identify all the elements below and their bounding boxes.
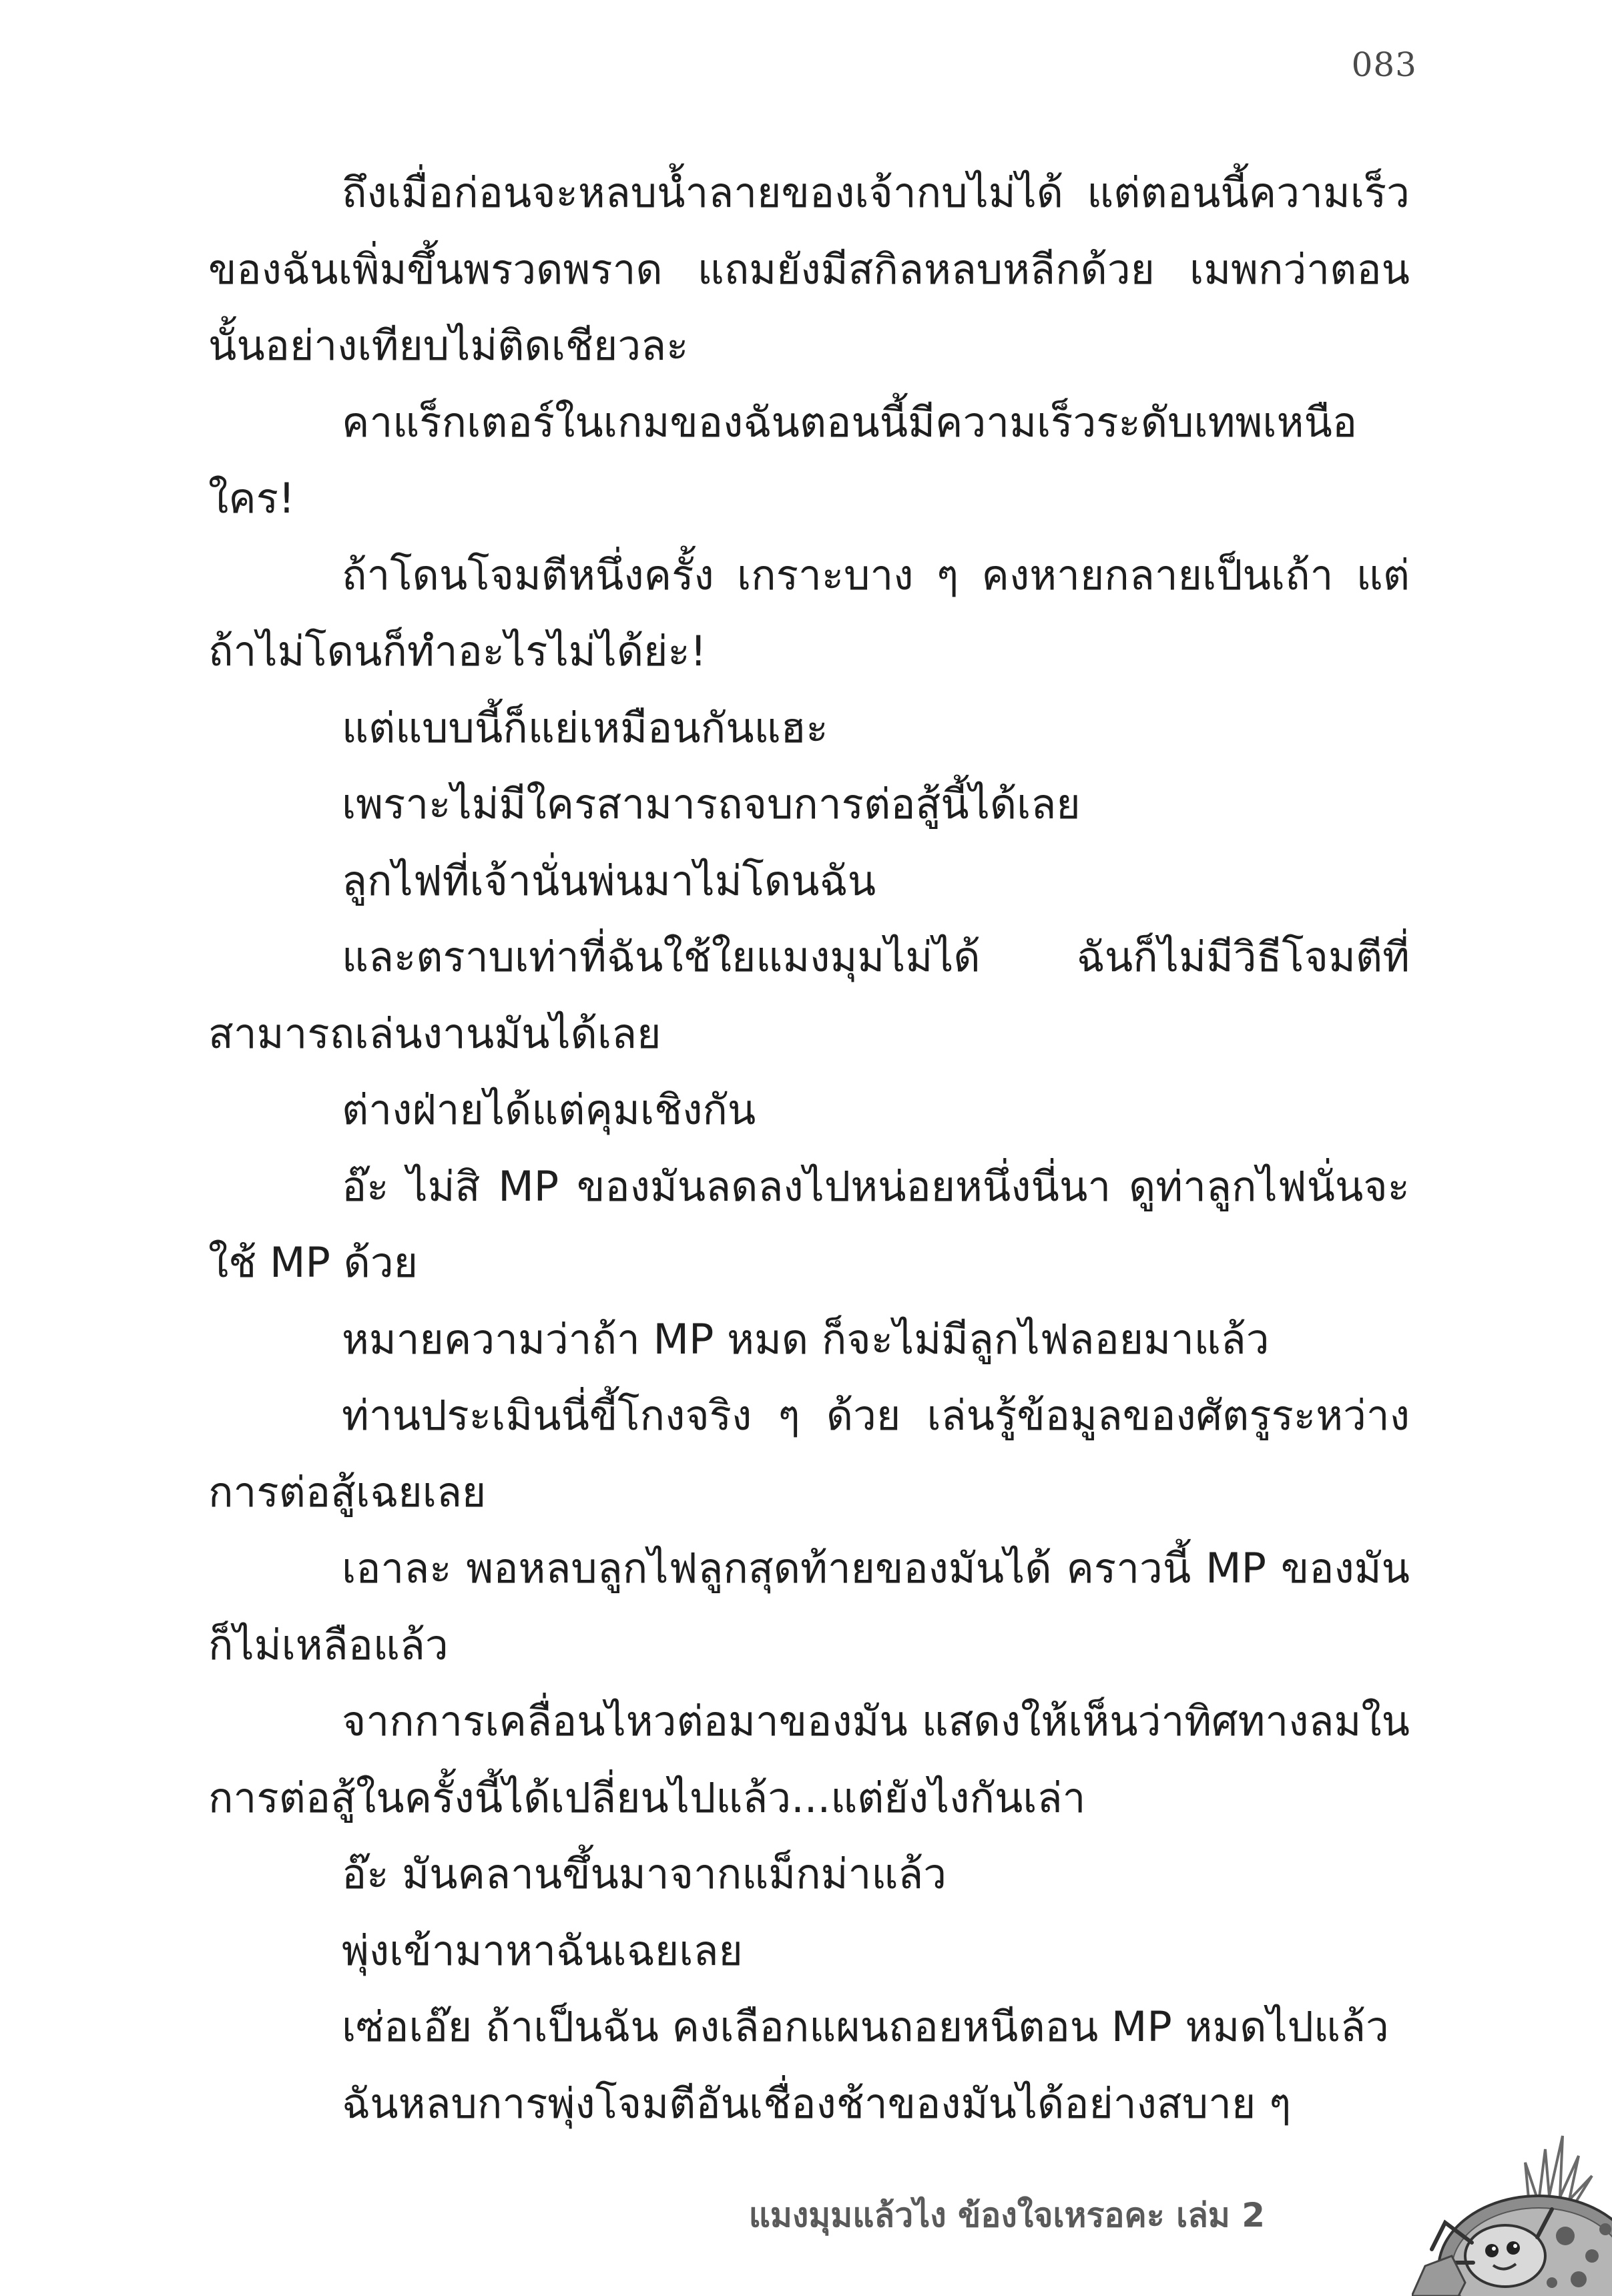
paragraph: จากการเคลื่อนไหวต่อมาของมัน แสดงให้เห็นว่าทิศทางลมในการต่อสู้ในครั้งนี้ได้เปลี่ยนไปแล้ว...แต่ยังไงกันเล่า — [208, 1697, 1410, 1822]
paragraph: หมายความว่าถ้า MP หมด ก็จะไม่มีลูกไฟลอยมาแล้ว — [342, 1314, 1270, 1364]
paragraph: เอาละ พอหลบลูกไฟลูกสุดท้ายของมันได้ คราวนี้ MP ของมันก็ไม่เหลือแล้ว — [208, 1544, 1410, 1669]
paragraph: พุ่งเข้ามาหาฉันเฉยเลย — [342, 1926, 743, 1975]
paragraph: และตราบเท่าที่ฉันใช้ใยแมงมุมไม่ได้ ฉันก็ไม่มีวิธีโจมตีที่สามารถเล่นงานมันได้เลย — [208, 932, 1410, 1058]
spider-mascot-illustration — [1412, 2122, 1612, 2296]
body-text — [208, 155, 1410, 2142]
paragraph: ท่านประเมินนี่ขี้โกงจริง ๆ ด้วย เล่นรู้ข้อมูลของศัตรูระหว่างการต่อสู้เฉยเลย — [208, 1391, 1410, 1516]
paragraph: แต่แบบนี้ก็แย่เหมือนกันแฮะ — [342, 703, 828, 752]
paragraph: ลูกไฟที่เจ้านั่นพ่นมาไม่โดนฉัน — [342, 856, 876, 905]
paragraph: คาแร็กเตอร์ในเกมของฉันตอนนี้มีความเร็วระดับเทพเหนือใคร! — [208, 397, 1358, 523]
paragraph: เซ่อเอ๊ย ถ้าเป็นฉัน คงเลือกแผนถอยหนีตอน MP หมดไปแล้ว — [342, 2002, 1389, 2051]
paragraph: อ๊ะ มันคลานขึ้นมาจากแม็กม่าแล้ว — [342, 1849, 947, 1898]
paragraph: ถึงเมื่อก่อนจะหลบน้ำลายของเจ้ากบไม่ได้ แต่ตอนนี้ความเร็วของฉันเพิ่มขึ้นพรวดพราด แถมยังมีสกิลหลบหลีกด้วย เมพกว่าตอนนั้นอย่างเทียบไม่ติดเชียวละ — [208, 168, 1410, 370]
paragraph: ถ้าโดนโจมตีหนึ่งครั้ง เกราะบาง ๆ คงหายกลายเป็นเถ้า แต่ถ้าไม่โดนก็ทำอะไรไม่ได้ย่ะ! — [208, 550, 1410, 675]
paragraph: ต่างฝ่ายได้แต่คุมเชิงกัน — [342, 1085, 756, 1134]
paragraph: อ๊ะ ไม่สิ MP ของมันลดลงไปหน่อยหนึ่งนี่นา ดูท่าลูกไฟนั่นจะใช้ MP ด้วย — [208, 1161, 1410, 1287]
running-footer: แมงมุมแล้วไง ข้องใจเหรอคะ เล่ม 2 — [748, 2196, 1265, 2235]
paragraph: เพราะไม่มีใครสามารถจบการต่อสู้นี้ได้เลย — [342, 780, 1081, 828]
page-number: 083 — [1351, 45, 1417, 84]
paragraph: ฉันหลบการพุ่งโจมตีอันเชื่องช้าของมันได้อย่างสบาย ๆ — [342, 2078, 1292, 2128]
